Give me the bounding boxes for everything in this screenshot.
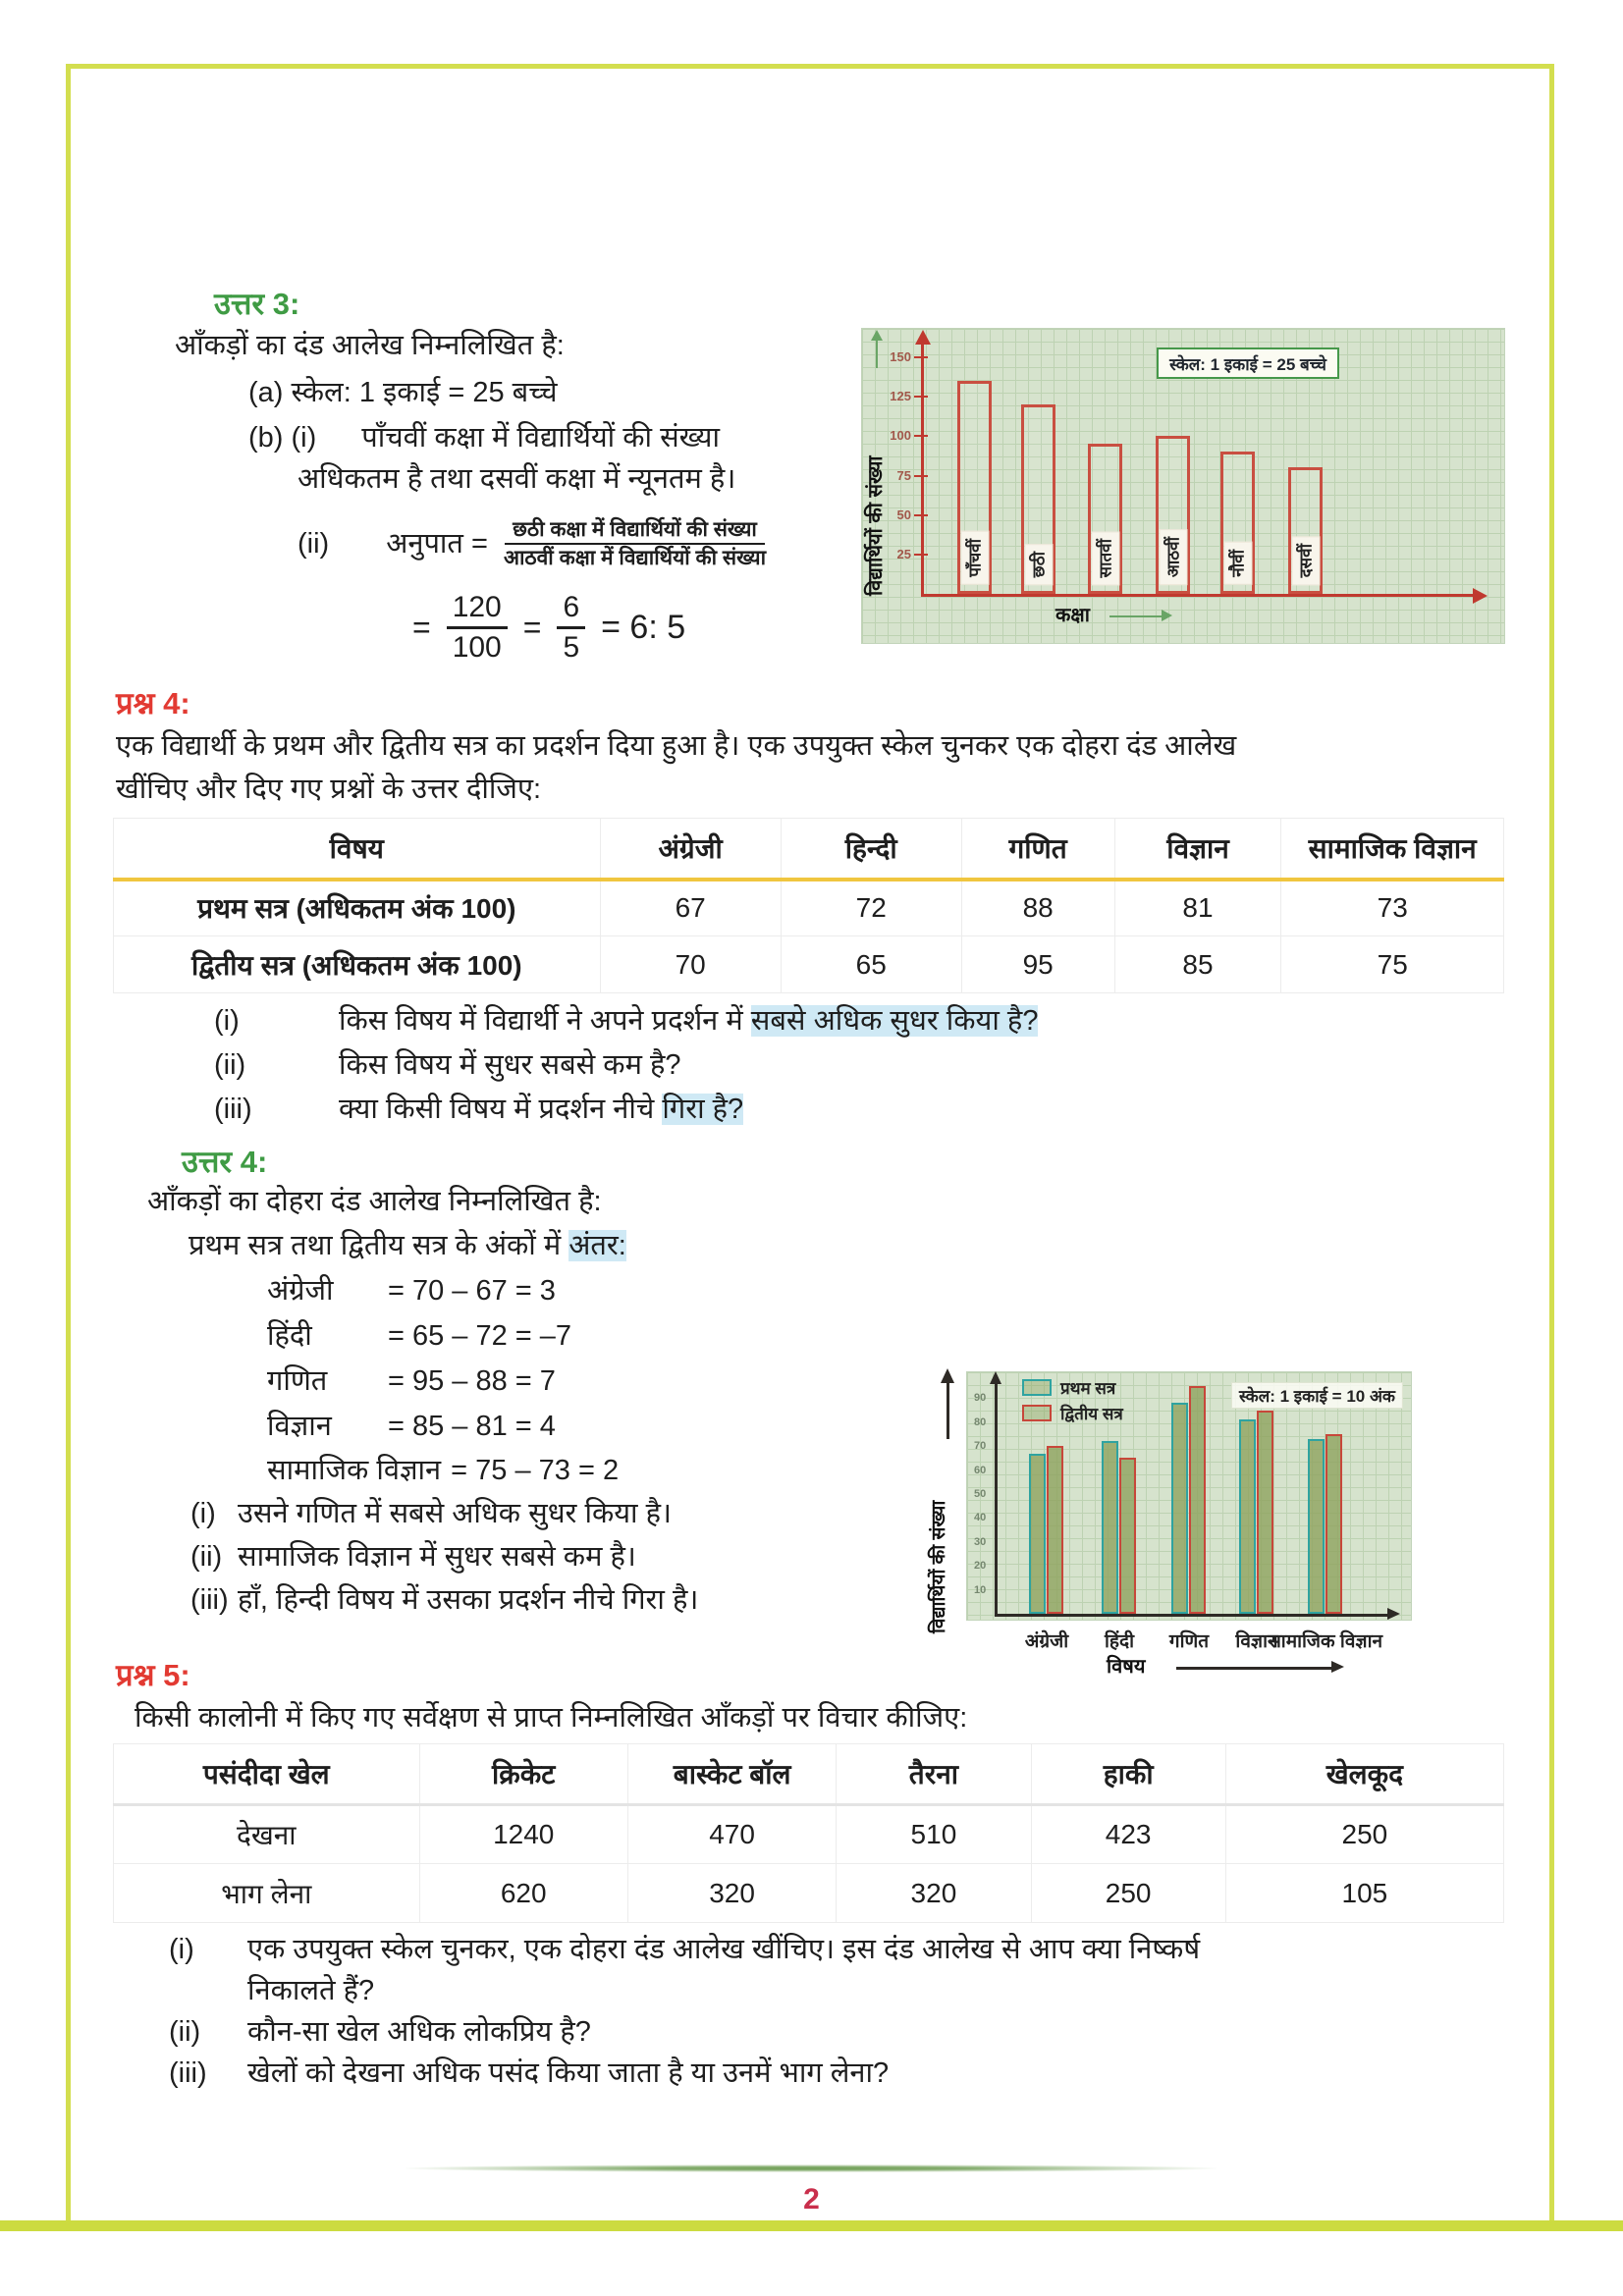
cell: 423: [1031, 1805, 1225, 1864]
chart1-bar: [1288, 467, 1323, 594]
cell: 72: [781, 880, 961, 936]
y-tick-mark: [914, 514, 928, 516]
legend-swatch-first-session: [1022, 1379, 1052, 1396]
diff-row: [267, 1363, 556, 1399]
conclusion-row: [190, 1582, 698, 1618]
header-cell: क्रिकेट: [419, 1744, 627, 1805]
question-text-highlight: सबसे अधिक सुधर किया है?: [750, 1005, 1039, 1037]
answer3-item-a: (a) स्केल: 1 इकाई = 25 बच्चे: [248, 377, 558, 408]
table-row: [114, 936, 1504, 993]
y-tick-label: 50: [974, 1488, 987, 1500]
y-tick-label: 150: [890, 348, 911, 364]
chart2-bar: [1119, 1458, 1136, 1614]
chart1-bar: [1156, 436, 1190, 594]
ratio-label: अनुपात =: [386, 528, 488, 561]
fraction-denominator: 5: [563, 630, 580, 664]
green-up-arrow: [876, 339, 878, 368]
question-text: [339, 1003, 1038, 1039]
question-text-plain: किस विषय में विद्यार्थी ने अपने प्रदर्शन में: [339, 1005, 751, 1037]
cell: 320: [837, 1864, 1031, 1923]
green-right-arrow: [1109, 615, 1163, 617]
chart2-bar: [1308, 1439, 1325, 1614]
scale-note: स्केल: 1 इकाई = 25 बच्चे: [1157, 347, 1339, 379]
question5-item: [169, 2056, 889, 2091]
conclusion-row: [190, 1539, 636, 1575]
row-label: देखना: [114, 1805, 420, 1864]
fraction-denominator: 100: [452, 630, 502, 664]
category-label: सामाजिक विज्ञान: [1268, 1631, 1383, 1652]
category-label: अंग्रेजी: [1024, 1631, 1069, 1652]
header-cell: बास्केट बॉल: [627, 1744, 836, 1805]
y-tick-label: 90: [974, 1392, 987, 1405]
x-axis: [995, 1614, 1389, 1617]
legend-label: प्रथम सत्र: [1060, 1379, 1116, 1398]
list-marker: (i): [214, 1005, 240, 1037]
diff-equation: = 75 – 73 = 2: [451, 1455, 620, 1486]
y-tick-label: 40: [974, 1512, 987, 1524]
header-cell: अंग्रेजी: [600, 819, 781, 880]
x-axis-arrow: [1473, 588, 1488, 604]
table-row: [114, 1805, 1504, 1864]
list-marker: (ii): [190, 1541, 223, 1573]
fraction-120-100: [447, 589, 508, 666]
conclusion-row: [190, 1496, 672, 1531]
header-cell: हाकी: [1031, 1744, 1225, 1805]
chart1-bar: [1021, 404, 1055, 594]
x-axis-label: कक्षा: [1055, 605, 1090, 626]
row-label: द्वितीय सत्र (अधिकतम अंक 100): [114, 936, 601, 993]
diff-equation: = 70 – 67 = 3: [388, 1275, 556, 1307]
cell: 470: [627, 1805, 836, 1864]
header-cell: विषय: [114, 819, 601, 880]
green-up-arrow-tip: [871, 330, 883, 341]
chart2-bar: [1047, 1446, 1063, 1614]
y-tick-label: 70: [974, 1440, 987, 1453]
chart2-bar: [1257, 1411, 1273, 1614]
subject-label: हिंदी: [267, 1320, 312, 1352]
x-axis-direction-arrow-tip: [1331, 1661, 1344, 1673]
question5-item-continued: निकालते हैं?: [247, 1975, 375, 2006]
chart2-bar: [1029, 1454, 1046, 1615]
y-tick-mark: [914, 475, 928, 477]
cell: 75: [1281, 936, 1504, 993]
y-tick-label: 60: [974, 1464, 987, 1476]
bar-label-chip: नौवीं: [1223, 542, 1252, 585]
answer4-heading: उत्तर 4:: [182, 1145, 268, 1179]
question-text: खेलों को देखना अधिक पसंद किया जाता है या उनमें भाग लेना?: [247, 2057, 890, 2089]
question4-para-line2: खींचिए और दिए गए प्रश्नों के उत्तर दीजिए:: [116, 774, 542, 805]
table-header-row: [114, 819, 1504, 880]
answer3-ratio-row: [298, 516, 766, 572]
table-row: [114, 1864, 1504, 1923]
plot-area: [967, 1372, 1411, 1620]
y-tick-mark: [914, 396, 928, 398]
cell: 250: [1225, 1805, 1503, 1864]
bar-label-chip: आठवीं: [1159, 529, 1187, 585]
green-right-arrow-tip: [1162, 610, 1172, 621]
question4-item: [214, 1092, 743, 1127]
bar-label-chip: पाँचवीं: [960, 531, 989, 585]
bottom-lime-bar: [0, 2220, 1623, 2231]
x-axis-arrow: [1387, 1608, 1400, 1620]
chart1-bar: [1220, 452, 1255, 594]
cell: 620: [419, 1864, 627, 1923]
table-header-row: [114, 1744, 1504, 1805]
subject-label: सामाजिक विज्ञान: [267, 1455, 442, 1486]
answer3-item-b-text: पाँचवीं कक्षा में विद्यार्थियों की संख्या: [361, 422, 720, 454]
question4-item: [214, 1003, 1038, 1039]
cell: 105: [1225, 1864, 1503, 1923]
y-axis-label: विद्यार्थियों की संख्या: [929, 1500, 949, 1633]
answer3-heading: उत्तर 3:: [214, 287, 300, 321]
cell: 67: [600, 880, 781, 936]
list-marker: (iii): [190, 1584, 229, 1616]
y-tick-label: 125: [890, 389, 911, 404]
chart2-bar: [1102, 1441, 1118, 1614]
y-tick-label: 50: [896, 507, 911, 522]
list-marker: (ii): [298, 528, 330, 561]
footer-divider-line: [406, 2164, 1217, 2172]
chart2-bar: [1189, 1386, 1206, 1614]
cell: 510: [837, 1805, 1031, 1864]
question5-item: [169, 1932, 1200, 1967]
conclusion-text: हाँ, हिन्दी विषय में उसका प्रदर्शन नीचे गिरा है।: [238, 1584, 699, 1616]
cell: 70: [600, 936, 781, 993]
y-tick-mark: [914, 435, 928, 437]
header-cell: गणित: [961, 819, 1114, 880]
y-tick-mark: [914, 356, 928, 358]
y-tick-label: 25: [896, 546, 911, 561]
list-marker: (i): [169, 1934, 194, 1965]
sports-survey-table: [113, 1743, 1504, 1923]
answer3-item-b-line1: [248, 420, 720, 455]
question-text: [339, 1092, 743, 1127]
y-tick-mark: [914, 554, 928, 556]
marks-table: [113, 818, 1504, 993]
answer4-subline: [189, 1228, 626, 1263]
chart1-bar: [957, 381, 992, 594]
legend-swatch-second-session: [1022, 1405, 1052, 1421]
bar-label-chip: छठी: [1024, 544, 1053, 585]
cell: 320: [627, 1864, 836, 1923]
cell: 73: [1281, 880, 1504, 936]
diff-equation: = 85 – 81 = 4: [388, 1411, 556, 1442]
table-row: [114, 880, 1504, 936]
legend-item-second-session: [1022, 1402, 1123, 1424]
class-students-bar-chart: [862, 329, 1504, 643]
bar-label-chip: दसवीं: [1291, 536, 1320, 585]
legend: [1022, 1376, 1123, 1424]
subject-label: अंग्रेजी: [267, 1275, 334, 1307]
subline-plain: प्रथम सत्र तथा द्वितीय सत्र के अंकों में: [189, 1230, 569, 1261]
list-marker: (iii): [214, 1094, 252, 1125]
diff-row: [267, 1409, 556, 1444]
y-axis-outer-arrow-tip: [941, 1368, 954, 1383]
y-axis-label: विद्यार्थियों की संख्या: [865, 455, 887, 596]
category-label: हिंदी: [1104, 1631, 1135, 1652]
question5-intro: किसी कालोनी में किए गए सर्वेक्षण से प्राप्त निम्नलिखित आँकड़ों पर विचार कीजिए:: [135, 1702, 968, 1734]
legend-item-first-session: [1022, 1376, 1123, 1399]
cell: 250: [1031, 1864, 1225, 1923]
equals-sign: =: [412, 609, 431, 645]
conclusion-text: उसने गणित में सबसे अधिक सुधर किया है।: [238, 1498, 673, 1529]
fraction-numerator: 6: [557, 589, 585, 629]
page-number: 2: [803, 2183, 820, 2216]
subject-label: गणित: [267, 1365, 328, 1397]
question-text: [339, 1047, 681, 1083]
question4-item: [214, 1047, 681, 1083]
header-cell: खेलकूद: [1225, 1744, 1503, 1805]
fraction-numerator: छठी कक्षा में विद्यार्थियों की संख्या: [505, 516, 765, 545]
header-cell: हिन्दी: [781, 819, 961, 880]
scale-note: स्केल: 1 इकाई = 10 अंक: [1231, 1382, 1403, 1409]
y-tick-label: 100: [890, 428, 911, 444]
subject-label: विज्ञान: [267, 1411, 332, 1442]
diff-equation: = 65 – 72 = –7: [388, 1320, 572, 1352]
conclusion-text: सामाजिक विज्ञान में सुधर सबसे कम है।: [238, 1541, 636, 1573]
question4-heading: प्रश्न 4:: [116, 686, 190, 721]
y-tick-label: 80: [974, 1415, 987, 1428]
fraction-6-5: [557, 589, 585, 666]
answer3-item-b-line2: अधिकतम है तथा दसवीं कक्षा में न्यूनतम है।: [298, 463, 736, 495]
category-label: गणित: [1168, 1631, 1210, 1652]
y-tick-label: 10: [974, 1583, 987, 1596]
cell: 81: [1114, 880, 1281, 936]
cell: 88: [961, 880, 1114, 936]
list-marker: (i): [190, 1498, 216, 1529]
header-cell: विज्ञान: [1114, 819, 1281, 880]
y-axis-arrow: [915, 330, 931, 345]
header-cell: पसंदीदा खेल: [114, 1744, 420, 1805]
answer4-intro: आँकड़ों का दोहरा दंड आलेख निम्नलिखित है:: [147, 1186, 602, 1217]
question-text-plain: क्या किसी विषय में प्रदर्शन नीचे: [339, 1094, 663, 1125]
double-bar-chart-marks: [923, 1364, 1426, 1681]
x-axis-label: विषय: [1107, 1656, 1146, 1678]
ratio-fraction: [504, 516, 766, 572]
question-text: एक उपयुक्त स्केल चुनकर, एक दोहरा दंड आलेख खींचिए। इस दंड आलेख से आप क्या निष्कर्ष: [247, 1934, 1201, 1965]
list-marker: (ii): [169, 2016, 201, 2048]
cell: 1240: [419, 1805, 627, 1864]
cell: 65: [781, 936, 961, 993]
chart2-bar: [1325, 1434, 1342, 1614]
y-axis-arrow: [990, 1371, 1001, 1384]
y-tick-label: 30: [974, 1535, 987, 1548]
list-marker: (b) (i): [248, 422, 317, 454]
question-text-plain: किस विषय में सुधर सबसे कम है?: [339, 1049, 681, 1081]
question-text-highlight: गिरा है?: [662, 1094, 744, 1125]
y-tick-label: 20: [974, 1560, 987, 1573]
diff-row: [267, 1318, 571, 1354]
chart2-bar: [1171, 1403, 1188, 1614]
answer3-equation: [412, 589, 685, 666]
chart2-bar: [1239, 1419, 1256, 1614]
list-marker: (iii): [169, 2057, 207, 2089]
row-label: भाग लेना: [114, 1864, 420, 1923]
question4-para-line1: एक विद्यार्थी के प्रथम और द्वितीय सत्र का प्रदर्शन दिया हुआ है। एक उपयुक्त स्केल चुनकर एक दोहरा दंड आलेख: [116, 730, 1237, 762]
answer3-intro: आँकड़ों का दंड आलेख निम्नलिखित है:: [175, 330, 565, 361]
header-cell: सामाजिक विज्ञान: [1281, 819, 1504, 880]
diff-equation: = 95 – 88 = 7: [388, 1365, 556, 1397]
cell: 85: [1114, 936, 1281, 993]
diff-row: [267, 1453, 619, 1488]
question5-heading: प्रश्न 5:: [116, 1658, 190, 1692]
row-label: प्रथम सत्र (अधिकतम अंक 100): [114, 880, 601, 936]
bar-label-chip: सातवीं: [1091, 531, 1119, 585]
question5-item: [169, 2014, 591, 2050]
cell: 95: [961, 936, 1114, 993]
y-axis-outer-arrow: [947, 1382, 949, 1439]
fraction-numerator: 120: [447, 589, 508, 629]
y-axis: [995, 1382, 998, 1616]
list-marker: (ii): [214, 1049, 246, 1081]
chart1-bar: [1088, 444, 1122, 594]
x-axis-direction-arrow: [1176, 1667, 1333, 1670]
y-tick-label: 75: [896, 467, 911, 483]
category-label: विज्ञान: [1235, 1631, 1278, 1652]
legend-label: द्वितीय सत्र: [1060, 1405, 1123, 1423]
ratio-result: = 6: 5: [601, 608, 686, 646]
y-axis: [921, 343, 924, 596]
x-axis: [921, 594, 1475, 597]
subline-highlight: अंतर:: [568, 1230, 626, 1261]
question-text: कौन-सा खेल अधिक लोकप्रिय है?: [247, 2016, 591, 2048]
diff-row: [267, 1273, 556, 1308]
equals-sign: =: [522, 609, 542, 645]
fraction-denominator: आठवीं कक्षा में विद्यार्थियों की संख्या: [503, 547, 767, 570]
header-cell: तैरना: [837, 1744, 1031, 1805]
